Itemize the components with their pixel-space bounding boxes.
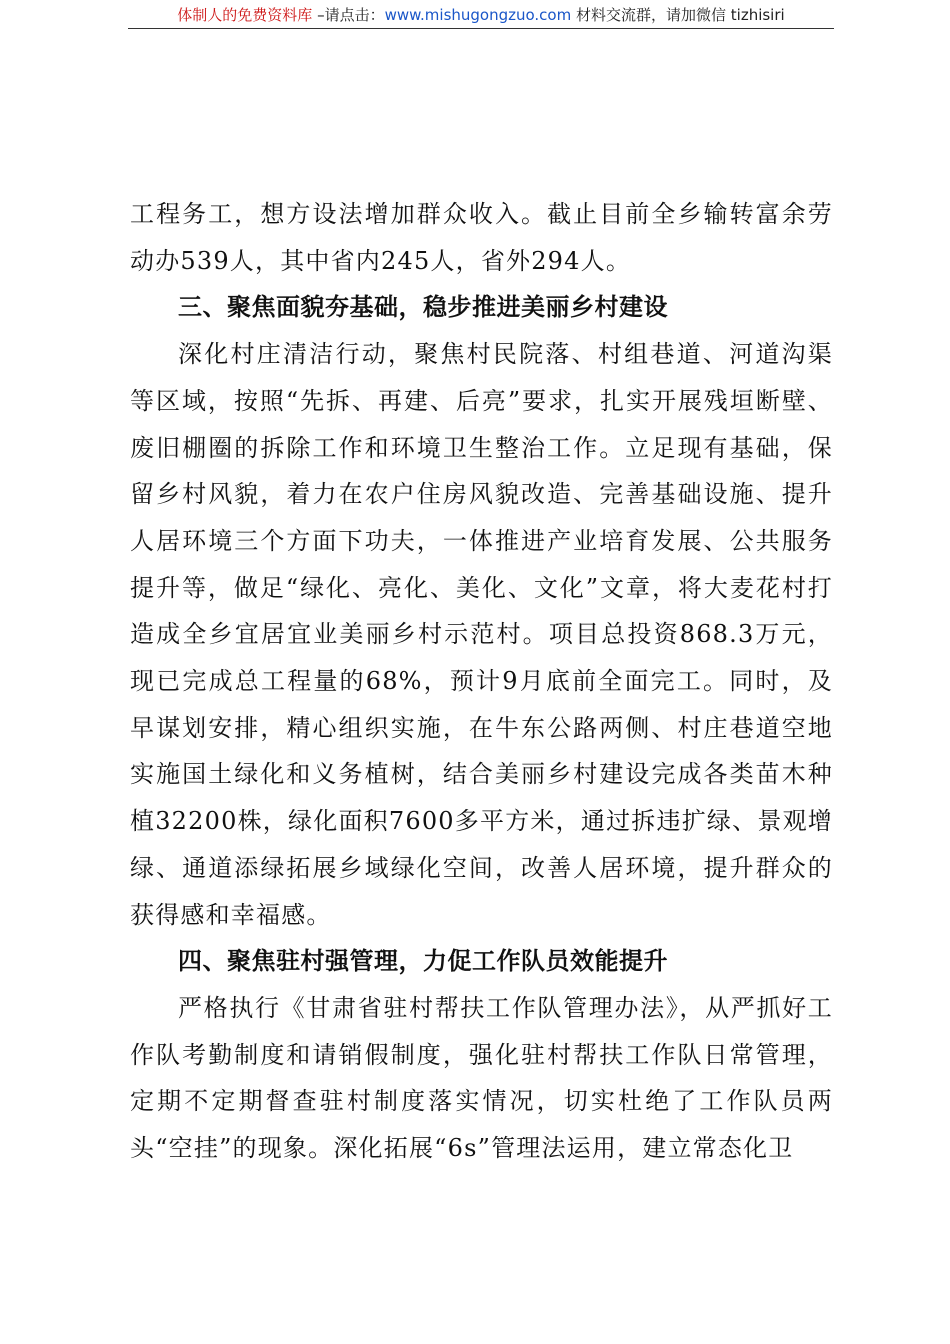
section-heading-4: 四、聚焦驻村强管理，力促工作队员效能提升 (178, 947, 668, 976)
paragraph-team-management: 严格执行《甘肃省驻村帮扶工作队管理办法》，从严抓好工作队考勤制度和请销假制度，强化驻村帮扶工作队日常管理，定期不定期督查驻村制度落实情况，切实杜绝了工作队员两头“空挂”的现象。深化拓展“6s”管理法运用，建立常态化卫 (130, 993, 833, 1163)
paragraph-continuation: 工程务工，想方设法增加群众收入。截止目前全乡输转富余劳动办539人，其中省内245人，省外294人。 (130, 200, 833, 275)
page-header (128, 6, 834, 26)
header-contact: 材料交流群，请加微信 tizhisiri (571, 6, 785, 24)
header-prompt: –请点击： (312, 6, 385, 24)
section-heading-3: 三、聚焦面貌夯基础，稳步推进美丽乡村建设 (178, 293, 668, 322)
header-brand: 体制人的免费资料库 (177, 6, 313, 24)
paragraph-village-construction: 深化村庄清洁行动，聚焦村民院落、村组巷道、河道沟渠等区域，按照“先拆、再建、后亮”要求，扎实开展残垣断壁、废旧棚圈的拆除工作和环境卫生整治工作。立足现有基础，保留乡村风貌，着力在农户住房风貌改造、完善基础设施、提升人居环境三个方面下功夫，一体推进产业培育发展、公共服务提升等，做足“绿化、亮化、美化、文化”文章，将大麦花村打造成全乡宜居宜业美丽乡村示范村。项目总投资868.3万元，现已完成总工程量的68%，预计9月底前全面完工。同时，及早谋划安排，精心组织实施，在牛东公路两侧、村庄巷道空地实施国土绿化和义务植树，结合美丽乡村建设完成各类苗木种植32200株，绿化面积7600多平方米，通过拆违扩绿、景观增绿、通道添绿拓展乡域绿化空间，改善人居环境，提升群众的获得感和幸福感。 (130, 340, 833, 929)
header-link[interactable]: www.mishugongzuo.com (384, 6, 572, 24)
header-divider (128, 28, 834, 29)
document-body (130, 191, 833, 1172)
